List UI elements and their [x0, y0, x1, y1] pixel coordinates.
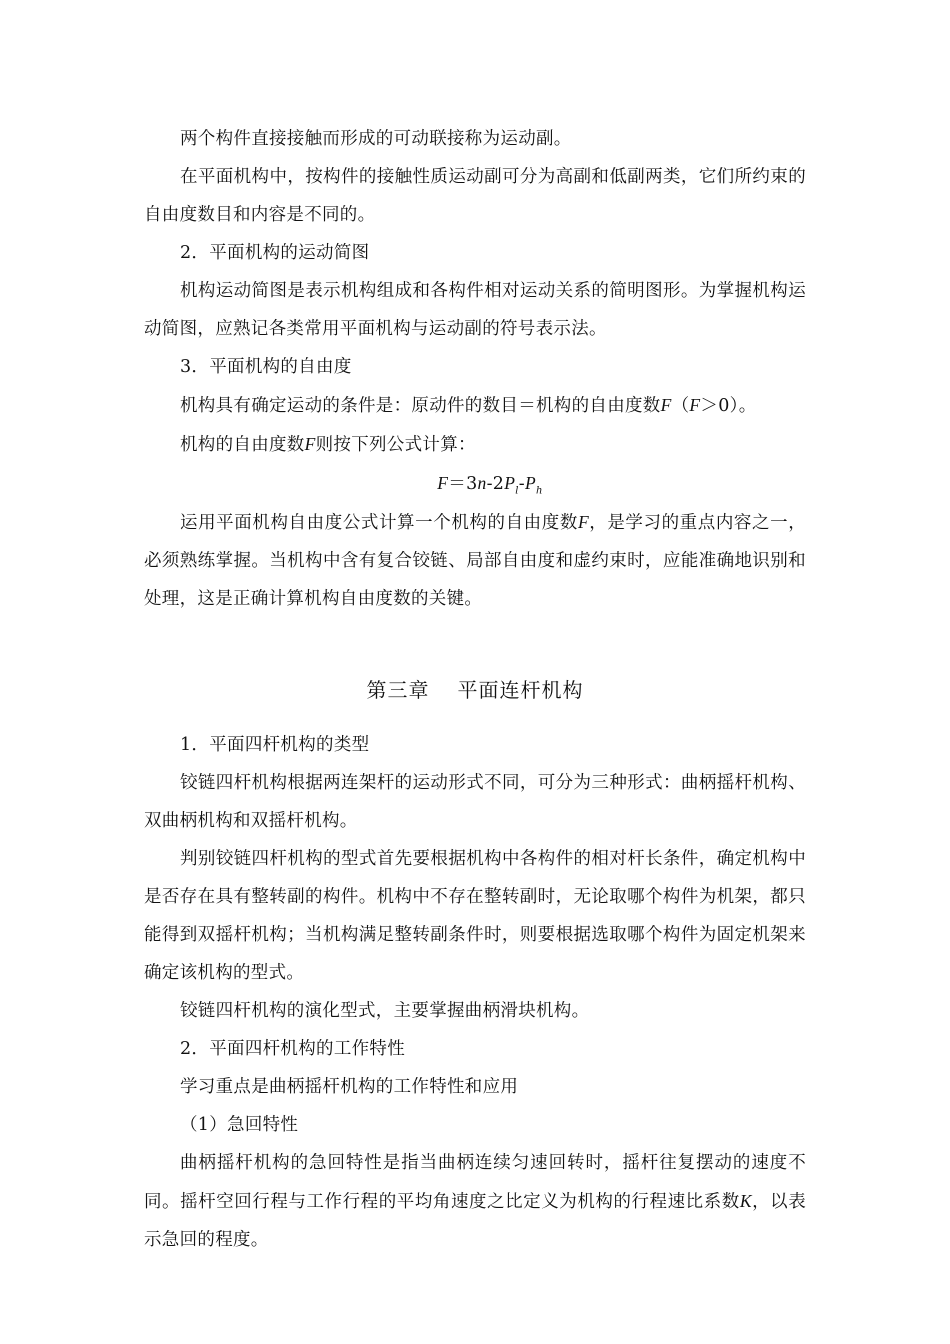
motion-condition-text: 机构具有确定运动的条件是：原动件的数目＝机构的自由度数: [180, 396, 661, 416]
condition-tail: ＞0）。: [700, 396, 757, 416]
formula-intro-text: 机构的自由度数: [180, 435, 305, 455]
kinematic-pair-definition: 两个构件直接接触而形成的可动联接称为运动副。: [180, 129, 572, 149]
symbol-F: F: [304, 434, 316, 454]
kinematic-diagram-paragraph: 机构运动简图是表示机构组成和各构件相对运动关系的简明图形。为掌握机构运动简图，应熟记各类常用平面机构与运动副的符号表示法。: [144, 281, 806, 339]
chapter-title: [144, 670, 806, 710]
page-content: [144, 120, 806, 1259]
formula-sub-h: h: [535, 485, 543, 497]
paren-open: （: [671, 396, 690, 416]
chapter-number: 第三章: [366, 678, 430, 702]
formula-minus: -: [518, 474, 525, 494]
dof-importance-paragraph: [144, 503, 806, 618]
pair-types-paragraph: 在平面机构中，按构件的接触性质运动副可分为高副和低副两类，它们所约束的自由度数目和内容是不同的。: [144, 167, 806, 225]
heading-four-bar-characteristics: 2．平面四杆机构的工作特性: [180, 1039, 406, 1059]
quick-return-paragraph: [144, 1144, 806, 1259]
formula-eq: ＝3: [448, 474, 478, 494]
quick-return-tail: ，以表示急回的程度。: [144, 1192, 806, 1250]
heading-four-bar-types: 1．平面四杆机构的类型: [180, 735, 370, 755]
formula-n: n: [477, 473, 487, 493]
formula-P: P: [504, 473, 516, 493]
symbol-F: F: [577, 512, 589, 532]
dof-importance-tail: ，是学习的重点内容之一，必须熟练掌握。当机构中含有复合铰链、局部自由度和虚约束时，应能准确地识别和处理，这是正确计算机构自由度数的关键。: [144, 513, 806, 609]
formula-intro-paragraph: [144, 425, 806, 464]
dof-formula: [144, 464, 806, 503]
dof-importance-text: 运用平面机构自由度公式计算一个机构的自由度数: [180, 513, 578, 533]
formula-sub-l: l: [515, 485, 519, 497]
heading-kinematic-diagram: 2．平面机构的运动简图: [180, 243, 370, 263]
heading-degrees-of-freedom: 3．平面机构的自由度: [180, 357, 352, 377]
motion-condition-paragraph: [144, 386, 806, 425]
quick-return-text: 曲柄摇杆机构的急回特性是指当曲柄连续匀速回转时，摇杆往复摆动的速度不同。摇杆空回行程与工作行程的平均角速度之比定义为机构的行程速比系数: [144, 1153, 806, 1212]
chapter-name: 平面连杆机构: [457, 678, 584, 702]
formula-minus-2: -2: [486, 474, 505, 494]
heading-quick-return: （1）急回特性: [180, 1115, 299, 1135]
formula-P: P: [524, 473, 536, 493]
study-focus-paragraph: 学习重点是曲柄摇杆机构的工作特性和应用: [180, 1077, 519, 1097]
formula-intro-tail: 则按下列公式计算：: [315, 435, 476, 455]
symbol-F: F: [689, 395, 701, 415]
symbol-K: K: [739, 1191, 752, 1211]
formula-lhs: F: [437, 473, 449, 493]
symbol-F: F: [660, 395, 672, 415]
four-bar-types-paragraph: 铰链四杆机构根据两连架杆的运动形式不同，可分为三种形式：曲柄摇杆机构、双曲柄机构和双摇杆机构。: [144, 773, 806, 831]
four-bar-judgement-paragraph: 判别铰链四杆机构的型式首先要根据机构中各构件的相对杆长条件，确定机构中是否存在具有整转副的构件。机构中不存在整转副时，无论取哪个构件为机架，都只能得到双摇杆机构；当机构满足整转副条件时，则要根据选取哪个构件为固定机架来确定该机构的型式。: [144, 849, 806, 983]
four-bar-evolution-paragraph: 铰链四杆机构的演化型式，主要掌握曲柄滑块机构。: [180, 1001, 590, 1021]
